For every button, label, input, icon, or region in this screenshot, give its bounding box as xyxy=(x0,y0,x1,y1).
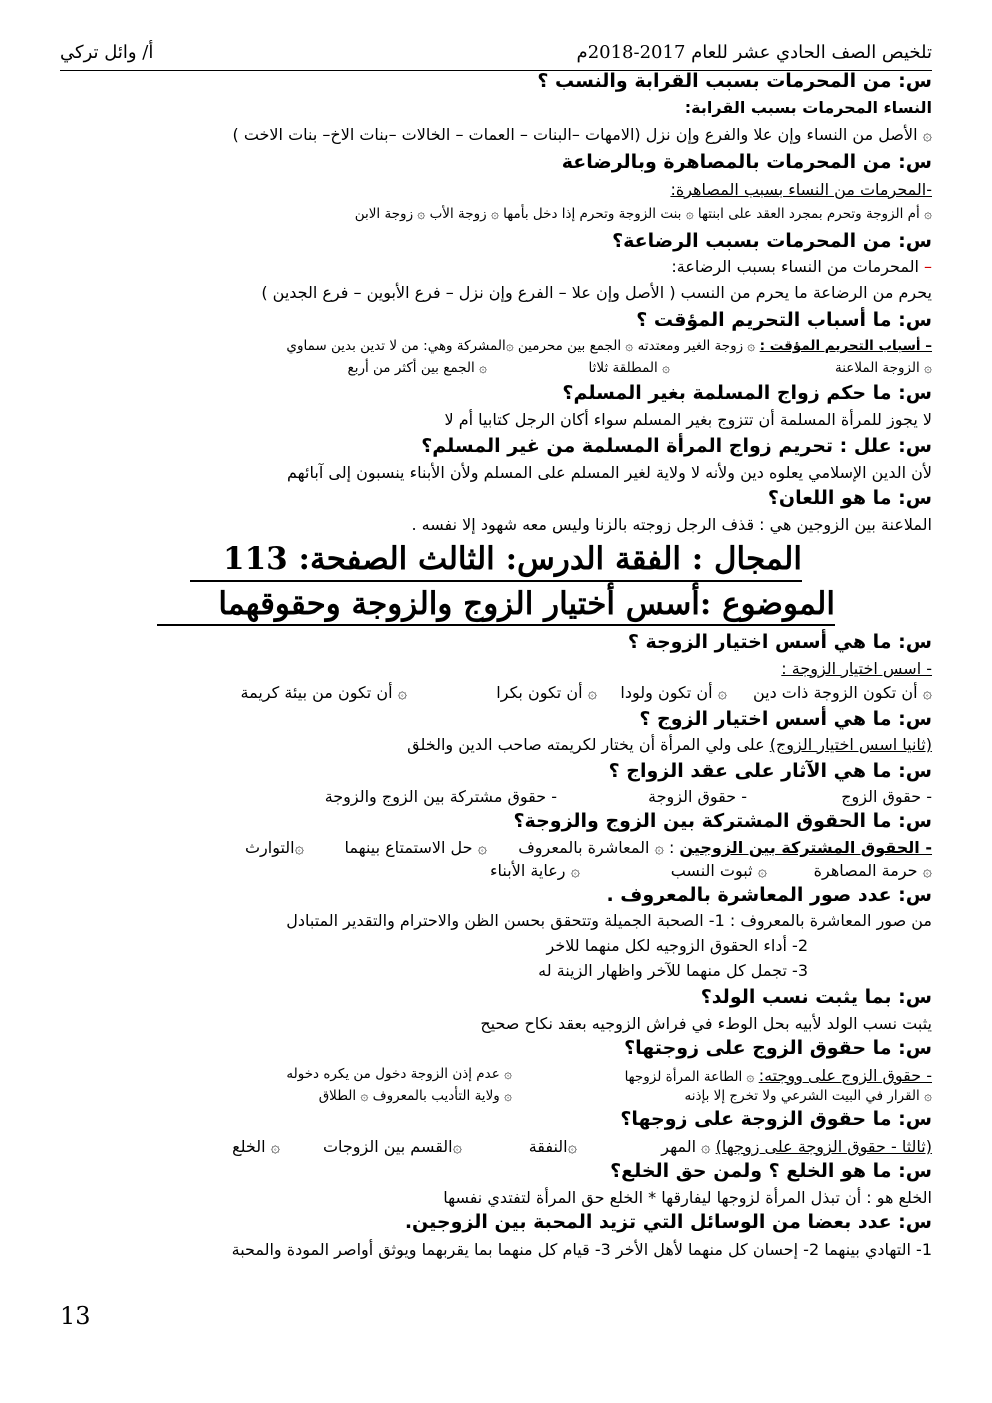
husband-rights-discipline: ۞ ولاية التأديب بالمعروف ۞ الطلاق xyxy=(318,1088,512,1104)
question-kindness-forms: س: عدد صور المعاشرة بالمعروف . xyxy=(606,884,932,906)
nursing-heading xyxy=(671,257,932,276)
husband-rights-home: ۞ القرار في البيت الشرعي ولا تخرج إلا بإذنه xyxy=(684,1088,932,1104)
husband-rights-line-1 xyxy=(625,1066,932,1085)
affinity-heading: -المحرمات من النساء بسبب المصاهرة: xyxy=(670,180,932,199)
shared-rights-inheritance: ۞التوارث xyxy=(244,838,304,857)
wife-rights-maintenance: ۞النفقة xyxy=(528,1137,577,1156)
wife-basis-environment: ۞ أن تكون من بيئة كريمة xyxy=(240,683,407,702)
husband-basis-heading: (ثانيا اسس اختيار الزوج) xyxy=(769,735,932,754)
question-marriage-ruling: س: ما حكم زواج المسلمة بغير المسلم؟ xyxy=(562,382,932,404)
section-title-field: المجال : الفقة الدرس: الثالث الصفحة: 113 xyxy=(223,541,802,577)
nursing-answer: يحرم من الرضاعة ما يحرم من النسب ( الأصل وإن علا – الفرع وإن نزل – فرع الأبوين – فرع الجدين ) xyxy=(261,283,932,302)
shared-rights-kindness: : ۞ المعاشرة بالمعروف xyxy=(518,838,680,857)
shared-rights-children: ۞ رعاية الأبناء xyxy=(490,861,580,880)
husband-basis-text: على ولي المرأة أن يختار لكريمته صاحب الدين والخلق xyxy=(407,735,770,754)
kindness-form-1: من صور المعاشرة بالمعروف : 1- الصحبة الجميلة وتتحقق بحسن الظن والاحترام والتقدير المتبادل xyxy=(286,911,932,930)
question-marriage-effects: س: ما هي الآثار على عقد الزواج ؟ xyxy=(608,760,932,782)
question-khula: س: ما هو الخلع ؟ ولمن حق الخلع؟ xyxy=(610,1160,932,1182)
question-nursing: س: من المحرمات بسبب الرضاعة؟ xyxy=(612,230,932,252)
kindness-form-2: 2- أداء الحقوق الزوجيه لكل منهما للاخر xyxy=(546,936,808,955)
love-means-answer: 1- التهادي بينهما 2- إحسان كل منهما لأهل الأخر 3- قيام كل منهما بما يقربهما ويوثق أواصر المودة والمحبة xyxy=(231,1240,932,1259)
kindness-form-3: 3- تجمل كل منهما للآخر واظهار الزينة له xyxy=(538,961,808,980)
temporary-heading: – أسباب التحريم المؤقت : xyxy=(759,338,932,354)
reason-answer: لأن الدين الإسلامي يعلوه دين ولأنه لا ولاية لغير المسلم على المسلم ولأن الأبناء ينسبون إلى آبائهم xyxy=(287,463,932,482)
nursing-heading-text: المحرمات من النساء بسبب الرضاعة: xyxy=(671,257,924,276)
question-love-means: س: عدد بعضا من الوسائل التي تزيد المحبة بين الزوجين. xyxy=(404,1211,932,1233)
effect-shared-rights: - حقوق مشتركة بين الزوج والزوجة xyxy=(324,787,557,806)
topic-title-rule xyxy=(157,624,835,626)
temporary-item-four: ۞ الجمع بين أكثر من أربع xyxy=(347,360,487,376)
header-title: تلخيص الصف الحادي عشر للعام 2017-2018م xyxy=(576,42,932,63)
question-affinity: س: من المحرمات بالمصاهرة وبالرضاعة xyxy=(561,151,932,173)
question-kinship: س: من المحرمات بسبب القرابة والنسب ؟ xyxy=(537,70,932,92)
page-number: 13 xyxy=(60,1302,91,1330)
temporary-answer-1 xyxy=(286,338,932,354)
wife-basis-fertile: ۞ أن تكون ولودا xyxy=(620,683,727,702)
question-lian: س: ما هو اللعان؟ xyxy=(767,487,932,509)
effect-wife-rights: - حقوق الزوجة xyxy=(648,787,747,806)
husband-basis-answer xyxy=(407,735,932,754)
red-dash: – xyxy=(924,257,932,276)
question-husband-basis: س: ما هي أسس اختيار الزوج ؟ xyxy=(639,708,932,730)
temporary-item-mulaana: ۞ الزوجة الملاعنة xyxy=(835,360,932,376)
question-wife-basis: س: ما هي أسس اختيار الزوجة ؟ xyxy=(627,631,932,653)
kinship-heading: النساء المحرمات بسبب القرابة: xyxy=(684,98,932,117)
question-husband-rights: س: ما حقوق الزوج على زوجتها؟ xyxy=(624,1037,932,1059)
question-shared-rights: س: ما الحقوق المشتركة بين الزوج والزوجة؟ xyxy=(513,810,932,832)
marriage-ruling-answer: لا يجوز للمرأة المسلمة أن تتزوج بغير المسلم سواء أكان الرجل كتابيا أم لا xyxy=(444,410,932,429)
kinship-answer: ۞ الأصل من النساء وإن علا والفرع وإن نزل (الامهات –البنات – العمات – الخالات –بنات الاخ– بنات الاخت ) xyxy=(232,125,932,144)
wife-rights-dowry: ۞ المهر xyxy=(661,1137,716,1156)
wife-rights-line xyxy=(661,1137,932,1156)
khula-answer: الخلع هو : أن تبذل المرأة لزوجها ليفارقها * الخلع حق المرأة لتفتدي نفسها xyxy=(443,1188,932,1207)
header-author: أ/ وائل تركي xyxy=(60,42,154,63)
question-temporary: س: ما أسباب التحريم المؤقت ؟ xyxy=(636,309,932,331)
shared-rights-enjoyment: ۞ حل الاستمتاع بينهما xyxy=(344,838,487,857)
question-reason: س: علل : تحريم زواج المرأة المسلمة من غير المسلم؟ xyxy=(421,435,932,457)
shared-rights-heading: - الحقوق المشتركة بين الزوجين xyxy=(679,838,932,857)
section-title-rule xyxy=(190,580,802,582)
lian-answer: الملاعنة بين الزوجين هي : قذف الرجل زوجته بالزنا وليس معه شهود إلا نفسه . xyxy=(411,515,932,534)
wife-basis-heading: - اسس اختيار الزوجة : xyxy=(781,659,932,678)
effect-husband-rights: - حقوق الزوج xyxy=(841,787,932,806)
wife-rights-division: ۞القسم بين الزوجات xyxy=(322,1137,462,1156)
temporary-item-divorced: ۞ المطلقة ثلاثا xyxy=(588,360,670,376)
temporary-items: ۞ زوجة الغير ومعتدته ۞ الجمع بين محرمين ۞المشركة وهي: من لا تدين بدين سماوي xyxy=(286,338,756,354)
husband-rights-heading: - حقوق الزوج على ووجته: xyxy=(758,1066,932,1085)
wife-basis-religion: ۞ أن تكون الزوجة ذات دين xyxy=(752,683,932,702)
shared-rights-line xyxy=(518,838,932,857)
section-title-topic: الموضوع :أسس أختيار الزوج والزوجة وحقوقهما xyxy=(218,586,835,622)
husband-rights-permission: ۞ عدم إذن الزوجة دخول من يكره دخوله xyxy=(286,1066,512,1082)
husband-rights-obedience: ۞ الطاعة المرأة لزوجها xyxy=(624,1069,759,1085)
shared-rights-lineage: ۞ ثبوت النسب xyxy=(670,861,767,880)
wife-rights-khula: ۞ الخلع xyxy=(232,1137,280,1156)
affinity-answer: ۞ أم الزوجة وتحرم بمجرد العقد على ابنتها ۞ بنت الزوجة وتحرم إذا دخل بأمها ۞ زوجة الأب ۞ زوجة الابن xyxy=(354,206,932,222)
question-lineage: س: بما يثبت نسب الولد؟ xyxy=(700,986,932,1008)
shared-rights-affinity: ۞ حرمة المصاهرة xyxy=(813,861,932,880)
lineage-answer: يثبت نسب الولد لأبيه بحل الوطء في فراش الزوجيه بعقد نكاح صحيح xyxy=(480,1014,932,1033)
wife-basis-virgin: ۞ أن تكون بكرا xyxy=(496,683,597,702)
question-wife-rights: س: ما حقوق الزوجة على زوجها؟ xyxy=(620,1108,932,1130)
wife-rights-heading: (ثالثا - حقوق الزوجة على زوجها) xyxy=(715,1137,932,1156)
